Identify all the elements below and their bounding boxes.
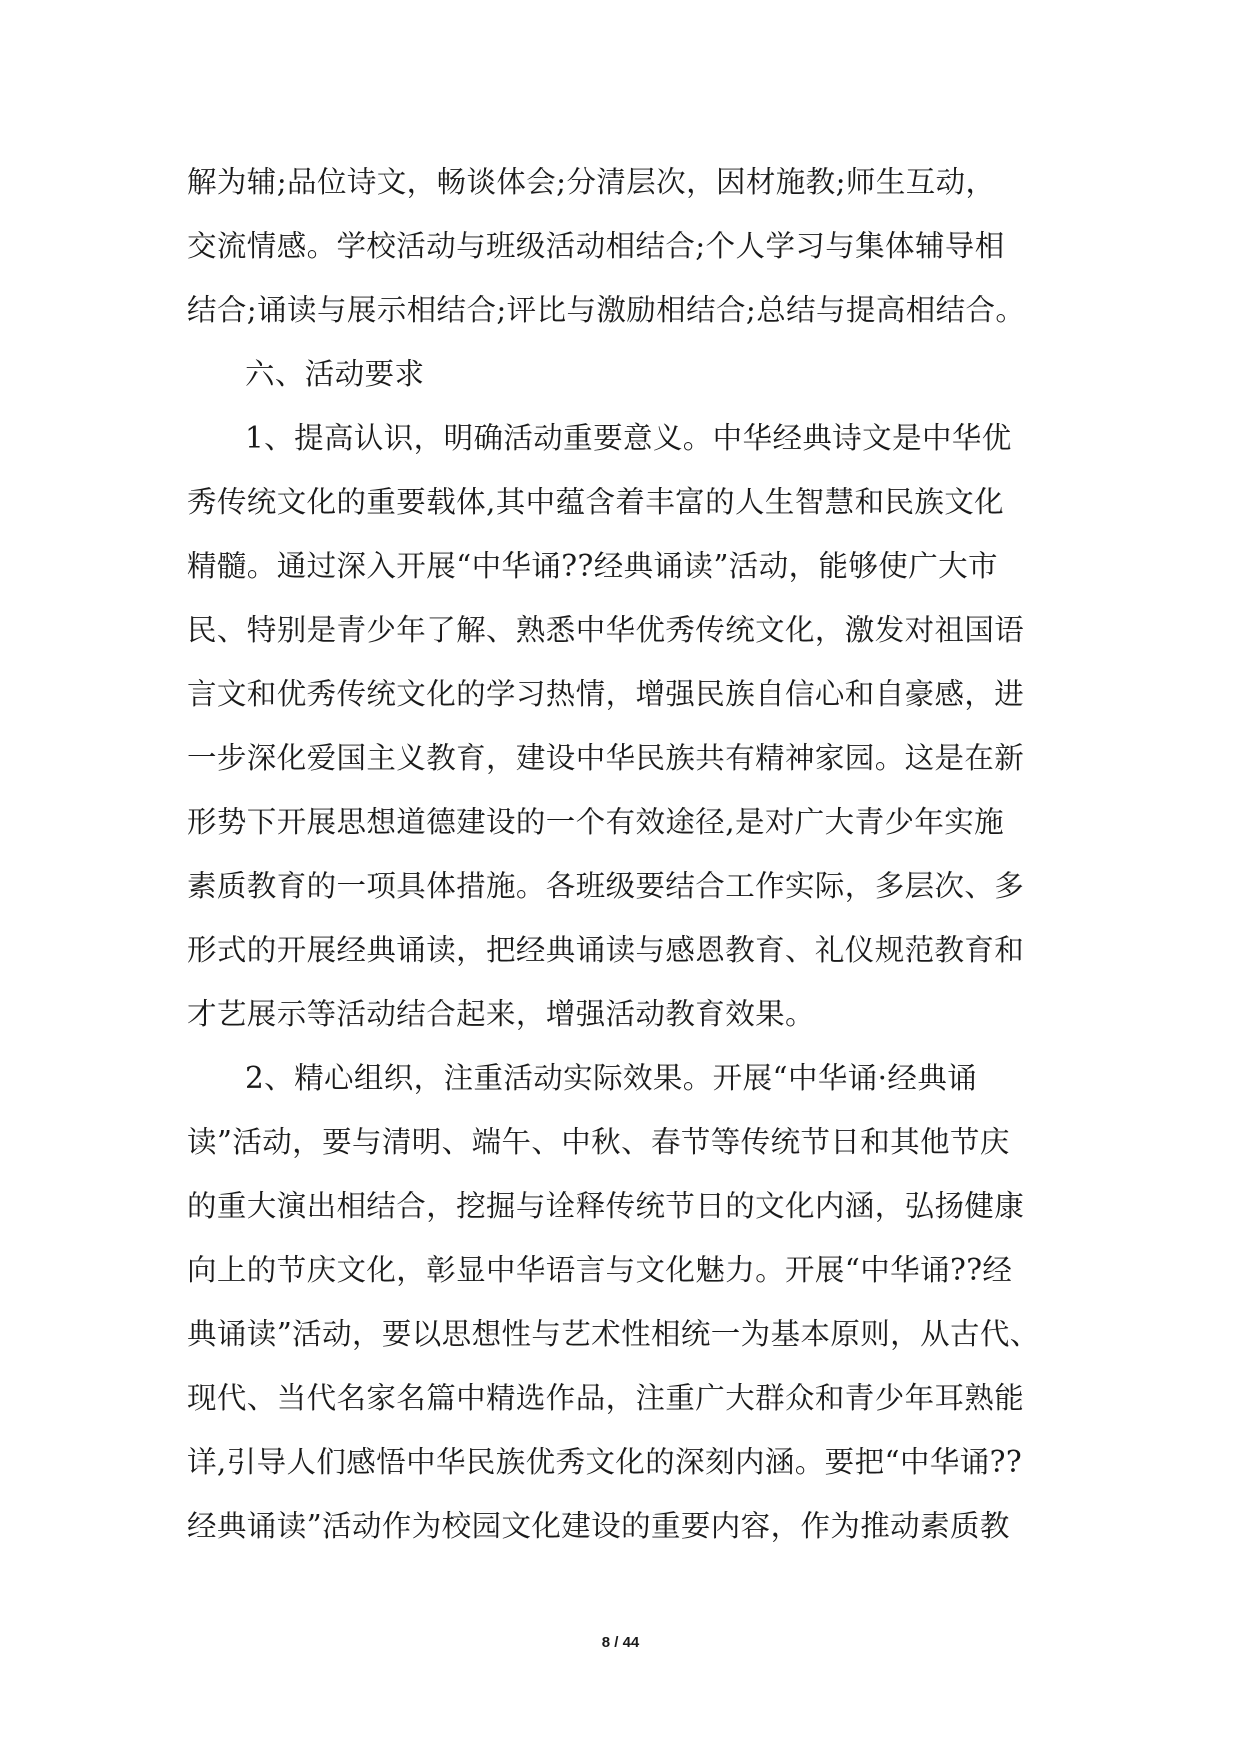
text-line: 精髓。通过深入开展“中华诵??经典诵读”活动，能够使广大市	[187, 549, 998, 583]
body-text	[187, 160, 1057, 1568]
text-line: 言文和优秀传统文化的学习热情，增强民族自信心和自豪感，进	[187, 677, 1025, 711]
text-line: 秀传统文化的重要载体,其中蕴含着丰富的人生智慧和民族文化	[187, 485, 1005, 519]
text-line: 交流情感。学校活动与班级活动相结合;个人学习与集体辅导相	[187, 229, 1005, 263]
paragraph-start-line: 1、提高认识，明确活动重要意义。中华经典诗文是中华优	[245, 421, 1012, 455]
text-line: 素质教育的一项具体措施。各班级要结合工作实际，多层次、多	[187, 869, 1025, 903]
text-line: 向上的节庆文化，彰显中华语言与文化魅力。开展“中华诵??经	[187, 1253, 1013, 1287]
paragraph-start-line: 2、精心组织，注重活动实际效果。开展“中华诵·经典诵	[245, 1061, 978, 1095]
section-heading: 六、活动要求	[245, 357, 425, 391]
text-line: 形式的开展经典诵读，把经典诵读与感恩教育、礼仪规范教育和	[187, 933, 1025, 967]
text-line: 经典诵读”活动作为校园文化建设的重要内容，作为推动素质教	[187, 1509, 1010, 1543]
text-line: 读”活动，要与清明、端午、中秋、春节等传统节日和其他节庆	[187, 1125, 1010, 1159]
text-line: 一步深化爱国主义教育，建设中华民族共有精神家园。这是在新	[187, 741, 1025, 775]
text-line: 详,引导人们感悟中华民族优秀文化的深刻内涵。要把“中华诵??	[187, 1445, 1023, 1479]
text-line: 解为辅;品位诗文，畅谈体会;分清层次，因材施教;师生互动，	[187, 165, 996, 199]
text-line: 形势下开展思想道德建设的一个有效途径,是对广大青少年实施	[187, 805, 1005, 839]
text-line: 结合;诵读与展示相结合;评比与激励相结合;总结与提高相结合。	[187, 293, 1026, 327]
text-line: 现代、当代名家名篇中精选作品，注重广大群众和青少年耳熟能	[187, 1381, 1025, 1415]
text-line: 的重大演出相结合，挖掘与诠释传统节日的文化内涵，弘扬健康	[187, 1189, 1025, 1223]
text-line: 才艺展示等活动结合起来，增强活动教育效果。	[187, 997, 815, 1031]
text-line: 民、特别是青少年了解、熟悉中华优秀传统文化，激发对祖国语	[187, 613, 1025, 647]
page-number: 8 / 44	[601, 1634, 640, 1651]
text-line: 典诵读”活动，要以思想性与艺术性相统一为基本原则，从古代、	[187, 1317, 1040, 1351]
